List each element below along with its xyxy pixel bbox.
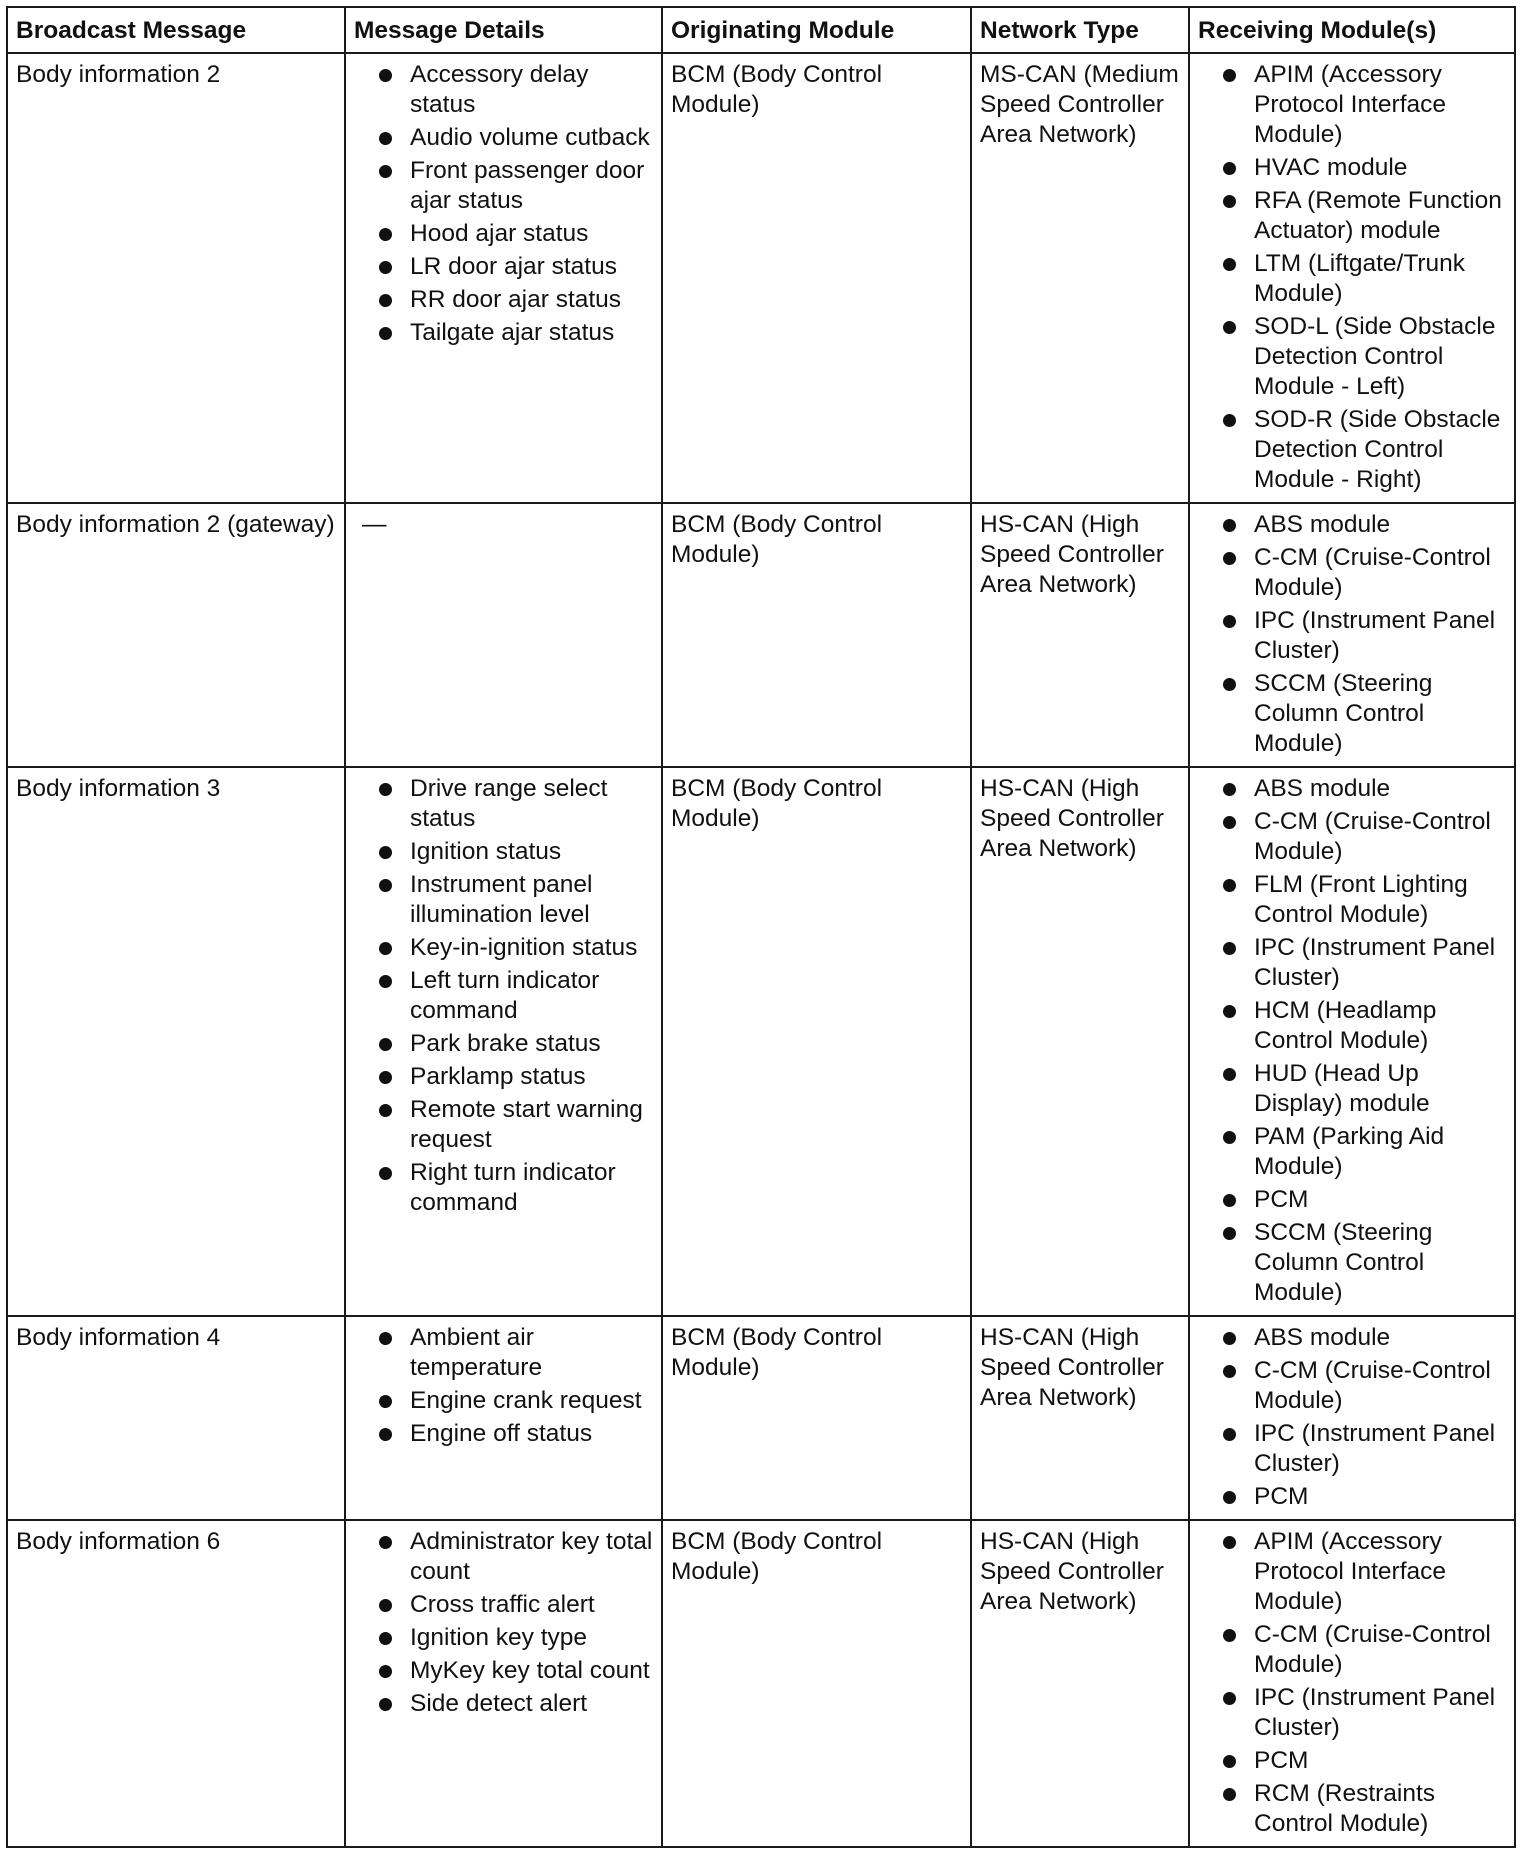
receiver-text: SCCM (Steering Column Control Module)	[1254, 1219, 1433, 1306]
list-item	[354, 318, 653, 348]
bullet-icon	[1223, 615, 1236, 628]
list-item	[1198, 807, 1506, 867]
bullet-icon	[1223, 816, 1236, 829]
list-item	[354, 1590, 653, 1620]
list-item	[1198, 1356, 1506, 1416]
network-type-cell: MS-CAN (Medium Speed Controller Area Network)	[971, 53, 1189, 503]
detail-text: Tailgate ajar status	[410, 319, 615, 346]
receiver-text: PAM (Parking Aid Module)	[1254, 1123, 1445, 1180]
receiver-text: RCM (Restraints Control Module)	[1254, 1780, 1436, 1837]
receiving-modules-list	[1198, 1527, 1506, 1839]
receiving-modules-list	[1198, 510, 1506, 759]
message-details-list	[354, 1527, 653, 1719]
receiver-text: APIM (Accessory Protocol Interface Module)	[1254, 61, 1447, 148]
bullet-icon	[1223, 552, 1236, 565]
bullet-icon	[379, 228, 392, 241]
message-details-list	[354, 774, 653, 1218]
message-details-cell	[345, 503, 662, 767]
list-item	[354, 774, 653, 834]
receiver-text: C-CM (Cruise-Control Module)	[1254, 808, 1491, 865]
list-item	[1198, 1779, 1506, 1839]
table-row	[7, 503, 1515, 767]
bullet-icon	[1223, 1491, 1236, 1504]
bullet-icon	[1223, 1227, 1236, 1240]
list-item	[1198, 405, 1506, 495]
network-type-cell: HS-CAN (High Speed Controller Area Network)	[971, 503, 1189, 767]
receiver-text: C-CM (Cruise-Control Module)	[1254, 1357, 1491, 1414]
receiver-text: HVAC module	[1254, 154, 1408, 181]
bullet-icon	[379, 1038, 392, 1051]
list-item	[1198, 60, 1506, 150]
bullet-icon	[1223, 414, 1236, 427]
list-item	[354, 1689, 653, 1719]
list-item	[1198, 996, 1506, 1056]
list-item	[1198, 1122, 1506, 1182]
list-item	[354, 156, 653, 216]
detail-text: MyKey key total count	[410, 1657, 650, 1684]
bullet-icon	[1223, 195, 1236, 208]
bullet-icon	[379, 1698, 392, 1711]
detail-text: Engine off status	[410, 1420, 593, 1447]
table-row	[7, 767, 1515, 1316]
message-details-cell	[345, 767, 662, 1316]
bullet-icon	[379, 132, 392, 145]
bullet-icon	[1223, 1365, 1236, 1378]
list-item	[354, 1062, 653, 1092]
list-item	[1198, 870, 1506, 930]
receiving-modules-cell	[1189, 53, 1515, 503]
broadcast-message-cell: Body information 4	[7, 1316, 345, 1520]
bullet-icon	[1223, 1068, 1236, 1081]
bullet-icon	[379, 1104, 392, 1117]
list-item	[354, 123, 653, 153]
header-message-details: Message Details	[345, 7, 662, 53]
list-item	[1198, 933, 1506, 993]
detail-text: Accessory delay status	[410, 61, 589, 118]
list-item	[1198, 1620, 1506, 1680]
bullet-icon	[379, 1632, 392, 1645]
list-item	[354, 1419, 653, 1449]
bullet-icon	[379, 1599, 392, 1612]
receiver-text: SOD-L (Side Obstacle Detection Control Module - Left)	[1254, 313, 1496, 400]
detail-text: Key-in-ignition status	[410, 934, 638, 961]
bullet-icon	[379, 783, 392, 796]
list-item	[354, 933, 653, 963]
receiver-text: PCM	[1254, 1747, 1309, 1774]
list-item	[1198, 669, 1506, 759]
network-type-cell: HS-CAN (High Speed Controller Area Network)	[971, 1520, 1189, 1847]
receiving-modules-list	[1198, 60, 1506, 495]
header-row	[7, 7, 1515, 53]
receiver-text: IPC (Instrument Panel Cluster)	[1254, 1420, 1496, 1477]
receiver-text: RFA (Remote Function Actuator) module	[1254, 187, 1502, 244]
bullet-icon	[379, 942, 392, 955]
originating-module-cell: BCM (Body Control Module)	[662, 1520, 971, 1847]
network-type-cell: HS-CAN (High Speed Controller Area Network)	[971, 1316, 1189, 1520]
bullet-icon	[379, 879, 392, 892]
bullet-icon	[1223, 879, 1236, 892]
receiver-text: C-CM (Cruise-Control Module)	[1254, 1621, 1491, 1678]
detail-text: Instrument panel illumination level	[410, 871, 593, 928]
bullet-icon	[379, 1536, 392, 1549]
list-item	[1198, 153, 1506, 183]
detail-text: Side detect alert	[410, 1690, 588, 1717]
list-item	[1198, 606, 1506, 666]
originating-module-cell: BCM (Body Control Module)	[662, 53, 971, 503]
list-item	[1198, 1527, 1506, 1617]
detail-text: Hood ajar status	[410, 220, 589, 247]
list-item	[1198, 510, 1506, 540]
list-item	[1198, 249, 1506, 309]
bullet-icon	[1223, 69, 1236, 82]
list-item	[354, 1158, 653, 1218]
receiver-text: HUD (Head Up Display) module	[1254, 1060, 1430, 1117]
receiver-text: APIM (Accessory Protocol Interface Module)	[1254, 1528, 1447, 1615]
bullet-icon	[1223, 1332, 1236, 1345]
empty-details-dash: —	[362, 511, 387, 538]
list-item	[354, 1527, 653, 1587]
originating-module-cell: BCM (Body Control Module)	[662, 767, 971, 1316]
table-row	[7, 1316, 1515, 1520]
originating-module-cell: BCM (Body Control Module)	[662, 503, 971, 767]
bullet-icon	[1223, 519, 1236, 532]
receiver-text: PCM	[1254, 1483, 1309, 1510]
bullet-icon	[1223, 1194, 1236, 1207]
bullet-icon	[1223, 783, 1236, 796]
bullet-icon	[379, 69, 392, 82]
receiver-text: SOD-R (Side Obstacle Detection Control Module - Right)	[1254, 406, 1501, 493]
receiving-modules-list	[1198, 774, 1506, 1308]
bullet-icon	[1223, 1005, 1236, 1018]
bullet-icon	[379, 1167, 392, 1180]
receiver-text: LTM (Liftgate/Trunk Module)	[1254, 250, 1466, 307]
receiving-modules-cell	[1189, 767, 1515, 1316]
list-item	[354, 1386, 653, 1416]
broadcast-message-cell: Body information 6	[7, 1520, 345, 1847]
receiver-text: C-CM (Cruise-Control Module)	[1254, 544, 1491, 601]
detail-text: Park brake status	[410, 1030, 601, 1057]
bullet-icon	[1223, 942, 1236, 955]
list-item	[354, 1656, 653, 1686]
list-item	[1198, 312, 1506, 402]
receiving-modules-cell	[1189, 1520, 1515, 1847]
header-network-type: Network Type	[971, 7, 1189, 53]
table-row	[7, 53, 1515, 503]
receiver-text: HCM (Headlamp Control Module)	[1254, 997, 1437, 1054]
list-item	[1198, 186, 1506, 246]
detail-text: Right turn indicator command	[410, 1159, 616, 1216]
bullet-icon	[379, 1428, 392, 1441]
bullet-icon	[1223, 1692, 1236, 1705]
list-item	[354, 870, 653, 930]
list-item	[354, 837, 653, 867]
broadcast-message-cell: Body information 2	[7, 53, 345, 503]
header-receiving-modules: Receiving Module(s)	[1189, 7, 1515, 53]
broadcast-message-cell: Body information 2 (gateway)	[7, 503, 345, 767]
list-item	[1198, 1746, 1506, 1776]
network-type-cell: HS-CAN (High Speed Controller Area Network)	[971, 767, 1189, 1316]
bullet-icon	[379, 846, 392, 859]
detail-text: Cross traffic alert	[410, 1591, 595, 1618]
list-item	[1198, 1059, 1506, 1119]
list-item	[1198, 1323, 1506, 1353]
list-item	[1198, 1482, 1506, 1512]
detail-text: Audio volume cutback	[410, 124, 650, 151]
bullet-icon	[379, 1332, 392, 1345]
list-item	[1198, 1218, 1506, 1308]
receiver-text: ABS module	[1254, 511, 1391, 538]
message-details-cell	[345, 1316, 662, 1520]
receiving-modules-list	[1198, 1323, 1506, 1512]
bullet-icon	[1223, 321, 1236, 334]
detail-text: Engine crank request	[410, 1387, 642, 1414]
list-item	[354, 1029, 653, 1059]
broadcast-message-cell: Body information 3	[7, 767, 345, 1316]
list-item	[354, 1623, 653, 1653]
detail-text: Parklamp status	[410, 1063, 586, 1090]
list-item	[354, 1095, 653, 1155]
detail-text: Ignition key type	[410, 1624, 588, 1651]
receiver-text: PCM	[1254, 1186, 1309, 1213]
detail-text: Drive range select status	[410, 775, 608, 832]
list-item	[354, 1323, 653, 1383]
bullet-icon	[379, 327, 392, 340]
bullet-icon	[1223, 1788, 1236, 1801]
detail-text: Front passenger door ajar status	[410, 157, 645, 214]
receiver-text: ABS module	[1254, 1324, 1391, 1351]
list-item	[1198, 543, 1506, 603]
header-broadcast-message: Broadcast Message	[7, 7, 345, 53]
message-details-cell	[345, 1520, 662, 1847]
list-item	[354, 285, 653, 315]
broadcast-message-table	[6, 6, 1516, 1848]
detail-text: LR door ajar status	[410, 253, 617, 280]
message-details-list	[354, 60, 653, 348]
receiving-modules-cell	[1189, 1316, 1515, 1520]
receiver-text: ABS module	[1254, 775, 1391, 802]
table-body	[7, 53, 1515, 1847]
bullet-icon	[1223, 162, 1236, 175]
bullet-icon	[1223, 1755, 1236, 1768]
bullet-icon	[379, 1071, 392, 1084]
detail-text: Ignition status	[410, 838, 562, 865]
list-item	[1198, 1185, 1506, 1215]
list-item	[354, 966, 653, 1026]
bullet-icon	[379, 294, 392, 307]
detail-text: Ambient air temperature	[410, 1324, 543, 1381]
bullet-icon	[379, 165, 392, 178]
message-details-list	[354, 1323, 653, 1449]
message-details-cell	[345, 53, 662, 503]
detail-text: Remote start warning request	[410, 1096, 643, 1153]
bullet-icon	[1223, 1131, 1236, 1144]
bullet-icon	[1223, 1428, 1236, 1441]
table-header	[7, 7, 1515, 53]
list-item	[1198, 1683, 1506, 1743]
bullet-icon	[1223, 1536, 1236, 1549]
list-item	[354, 252, 653, 282]
bullet-icon	[1223, 1629, 1236, 1642]
receiving-modules-cell	[1189, 503, 1515, 767]
list-item	[354, 60, 653, 120]
receiver-text: IPC (Instrument Panel Cluster)	[1254, 934, 1496, 991]
bullet-icon	[1223, 258, 1236, 271]
detail-text: RR door ajar status	[410, 286, 622, 313]
receiver-text: SCCM (Steering Column Control Module)	[1254, 670, 1433, 757]
detail-text: Administrator key total count	[410, 1528, 653, 1585]
list-item	[1198, 774, 1506, 804]
list-item	[1198, 1419, 1506, 1479]
list-item	[354, 219, 653, 249]
header-originating-module: Originating Module	[662, 7, 971, 53]
receiver-text: IPC (Instrument Panel Cluster)	[1254, 607, 1496, 664]
originating-module-cell: BCM (Body Control Module)	[662, 1316, 971, 1520]
receiver-text: IPC (Instrument Panel Cluster)	[1254, 1684, 1496, 1741]
bullet-icon	[379, 1665, 392, 1678]
bullet-icon	[379, 261, 392, 274]
detail-text: Left turn indicator command	[410, 967, 600, 1024]
bullet-icon	[379, 975, 392, 988]
receiver-text: FLM (Front Lighting Control Module)	[1254, 871, 1468, 928]
bullet-icon	[379, 1395, 392, 1408]
table-row	[7, 1520, 1515, 1847]
bullet-icon	[1223, 678, 1236, 691]
